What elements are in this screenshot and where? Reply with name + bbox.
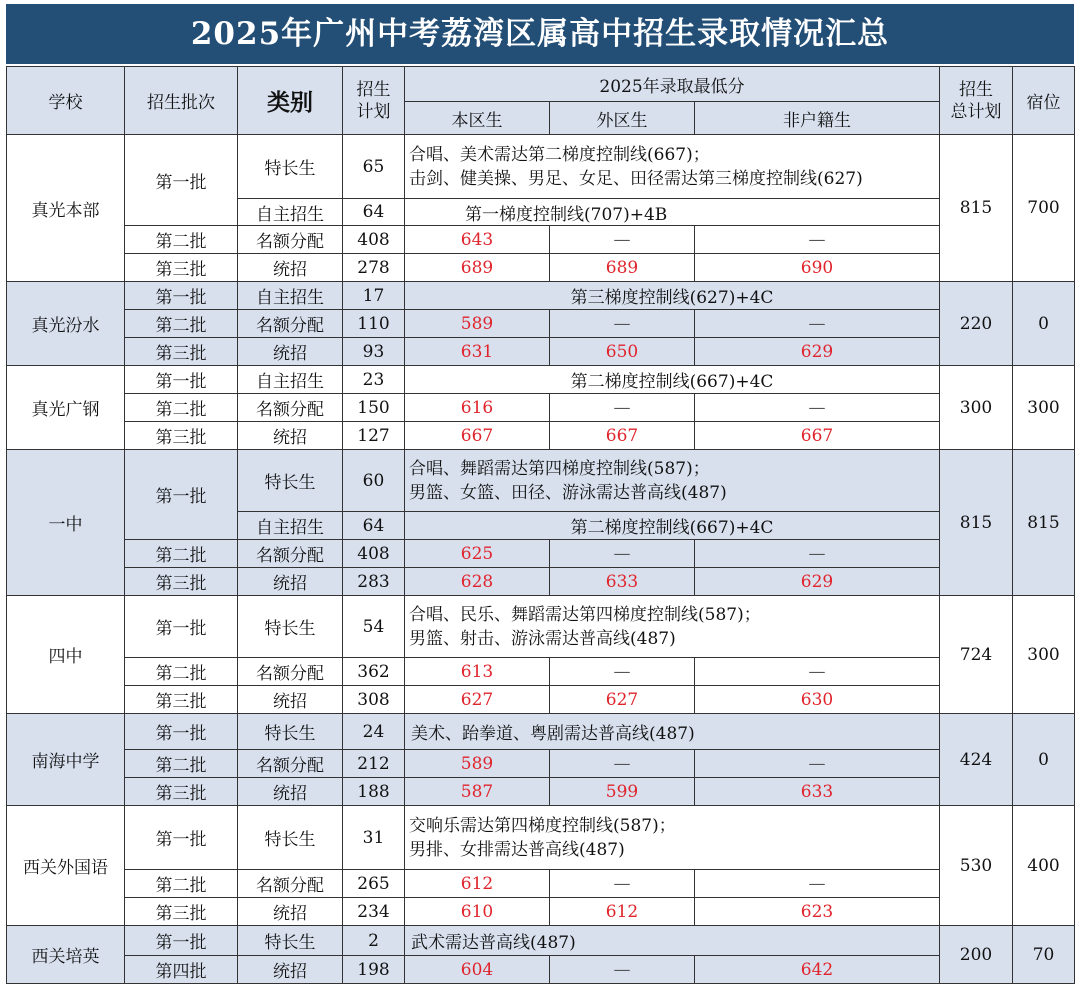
plan-cell: 54 (343, 596, 405, 658)
school-name: 西关培英 (7, 926, 125, 984)
batch-cell: 第一批 (125, 714, 238, 750)
plan-cell: 283 (343, 568, 405, 596)
plan-cell: 278 (343, 254, 405, 282)
plan-cell: 93 (343, 338, 405, 366)
header-category: 类别 (238, 67, 343, 135)
plan-cell: 188 (343, 778, 405, 806)
category-cell: 特长生 (238, 135, 343, 199)
batch-cell: 第三批 (125, 568, 238, 596)
plan-cell: 110 (343, 310, 405, 338)
category-cell: 统招 (238, 568, 343, 596)
plan-cell: 65 (343, 135, 405, 199)
header-local: 本区生 (405, 102, 550, 135)
non-hukou-score: 623 (695, 898, 940, 926)
local-score: 610 (405, 898, 550, 926)
category-cell: 统招 (238, 686, 343, 714)
local-score: 628 (405, 568, 550, 596)
plan-cell: 265 (343, 870, 405, 898)
plan-cell: 60 (343, 450, 405, 512)
non-hukou-score: 629 (695, 338, 940, 366)
plan-cell: 234 (343, 898, 405, 926)
plan-cell: 362 (343, 658, 405, 686)
admission-table (6, 66, 1075, 984)
batch-cell: 第二批 (125, 750, 238, 778)
header-other-district: 外区生 (550, 102, 695, 135)
plan-cell: 64 (343, 512, 405, 540)
category-cell: 特长生 (238, 450, 343, 512)
batch-cell: 第一批 (125, 366, 238, 394)
total-plan-cell: 300 (940, 366, 1013, 450)
requirement-note: 第三梯度控制线(627)+4C (405, 282, 940, 310)
non-hukou-score: — (695, 750, 940, 778)
plan-cell: 24 (343, 714, 405, 750)
plan-cell: 150 (343, 394, 405, 422)
category-cell: 名额分配 (238, 870, 343, 898)
total-plan-cell: 815 (940, 450, 1013, 596)
school-name: 真光广钢 (7, 366, 125, 450)
other-district-score: 612 (550, 898, 695, 926)
plan-cell: 17 (343, 282, 405, 310)
non-hukou-score: — (695, 658, 940, 686)
requirement-note: 武术需达普高线(487) (405, 926, 940, 956)
category-cell: 特长生 (238, 926, 343, 956)
plan-cell: 408 (343, 540, 405, 568)
batch-cell: 第四批 (125, 956, 238, 984)
plan-cell: 408 (343, 226, 405, 254)
local-score: 613 (405, 658, 550, 686)
category-cell: 自主招生 (238, 366, 343, 394)
local-score: 689 (405, 254, 550, 282)
batch-cell: 第二批 (125, 540, 238, 568)
requirement-note: 合唱、美术需达第二梯度控制线(667)； 击剑、健美操、男足、女足、田径需达第三梯度控制线(627) (405, 135, 940, 199)
non-hukou-score: 633 (695, 778, 940, 806)
header-total-plan: 招生 总计划 (940, 67, 1013, 135)
other-district-score: — (550, 540, 695, 568)
non-hukou-score: — (695, 540, 940, 568)
other-district-score: — (550, 750, 695, 778)
header-batch: 招生批次 (125, 67, 238, 135)
non-hukou-score: 629 (695, 568, 940, 596)
other-district-score: 633 (550, 568, 695, 596)
total-plan-cell: 724 (940, 596, 1013, 714)
local-score: 625 (405, 540, 550, 568)
batch-cell: 第一批 (125, 450, 238, 540)
other-district-score: — (550, 870, 695, 898)
non-hukou-score: — (695, 310, 940, 338)
category-cell: 统招 (238, 422, 343, 450)
other-district-score: 650 (550, 338, 695, 366)
category-cell: 统招 (238, 338, 343, 366)
dorm-cell: 400 (1013, 806, 1075, 926)
requirement-note: 交响乐需达第四梯度控制线(587)； 男排、女排需达普高线(487) (405, 806, 940, 870)
dorm-cell: 70 (1013, 926, 1075, 984)
category-cell: 特长生 (238, 596, 343, 658)
category-cell: 特长生 (238, 806, 343, 870)
school-name: 真光本部 (7, 135, 125, 282)
plan-cell: 308 (343, 686, 405, 714)
category-cell: 统招 (238, 778, 343, 806)
category-cell: 特长生 (238, 714, 343, 750)
batch-cell: 第二批 (125, 310, 238, 338)
dorm-cell: 700 (1013, 135, 1075, 282)
plan-cell: 198 (343, 956, 405, 984)
category-cell: 自主招生 (238, 199, 343, 226)
header-dorm: 宿位 (1013, 67, 1075, 135)
batch-cell: 第一批 (125, 806, 238, 870)
header-plan: 招生 计划 (343, 67, 405, 135)
non-hukou-score: 642 (695, 956, 940, 984)
plan-cell: 31 (343, 806, 405, 870)
local-score: 589 (405, 310, 550, 338)
total-plan-cell: 220 (940, 282, 1013, 366)
dorm-cell: 0 (1013, 282, 1075, 366)
requirement-note: 第一梯度控制线(707)+4B (405, 199, 940, 226)
local-score: 589 (405, 750, 550, 778)
other-district-score: — (550, 310, 695, 338)
plan-cell: 2 (343, 926, 405, 956)
batch-cell: 第三批 (125, 898, 238, 926)
batch-cell: 第三批 (125, 422, 238, 450)
local-score: 631 (405, 338, 550, 366)
total-plan-cell: 815 (940, 135, 1013, 282)
requirement-note: 合唱、民乐、舞蹈需达第四梯度控制线(587)； 男篮、射击、游泳需达普高线(487) (405, 596, 940, 658)
header-min-score: 2025年录取最低分 (405, 67, 940, 102)
batch-cell: 第二批 (125, 226, 238, 254)
batch-cell: 第二批 (125, 394, 238, 422)
local-score: 616 (405, 394, 550, 422)
category-cell: 名额分配 (238, 310, 343, 338)
local-score: 627 (405, 686, 550, 714)
non-hukou-score: — (695, 870, 940, 898)
non-hukou-score: — (695, 394, 940, 422)
local-score: 643 (405, 226, 550, 254)
page-title: 2025年广州中考荔湾区属高中招生录取情况汇总 (6, 4, 1074, 64)
header-non-hukou: 非户籍生 (695, 102, 940, 135)
batch-cell: 第三批 (125, 338, 238, 366)
total-plan-cell: 424 (940, 714, 1013, 806)
other-district-score: 627 (550, 686, 695, 714)
category-cell: 名额分配 (238, 658, 343, 686)
non-hukou-score: 690 (695, 254, 940, 282)
school-name: 真光汾水 (7, 282, 125, 366)
header-school: 学校 (7, 67, 125, 135)
requirement-note: 第二梯度控制线(667)+4C (405, 366, 940, 394)
plan-cell: 64 (343, 199, 405, 226)
local-score: 587 (405, 778, 550, 806)
category-cell: 名额分配 (238, 226, 343, 254)
batch-cell: 第一批 (125, 596, 238, 658)
other-district-score: — (550, 394, 695, 422)
plan-cell: 127 (343, 422, 405, 450)
other-district-score: — (550, 226, 695, 254)
local-score: 604 (405, 956, 550, 984)
non-hukou-score: 630 (695, 686, 940, 714)
batch-cell: 第三批 (125, 686, 238, 714)
requirement-note: 美术、跆拳道、粤剧需达普高线(487) (405, 714, 940, 750)
plan-cell: 212 (343, 750, 405, 778)
requirement-note: 第二梯度控制线(667)+4C (405, 512, 940, 540)
category-cell: 统招 (238, 254, 343, 282)
category-cell: 统招 (238, 956, 343, 984)
school-name: 一中 (7, 450, 125, 596)
category-cell: 统招 (238, 898, 343, 926)
plan-cell: 23 (343, 366, 405, 394)
batch-cell: 第一批 (125, 282, 238, 310)
local-score: 612 (405, 870, 550, 898)
batch-cell: 第二批 (125, 658, 238, 686)
other-district-score: 599 (550, 778, 695, 806)
batch-cell: 第三批 (125, 254, 238, 282)
total-plan-cell: 530 (940, 806, 1013, 926)
category-cell: 名额分配 (238, 394, 343, 422)
other-district-score: 689 (550, 254, 695, 282)
dorm-cell: 815 (1013, 450, 1075, 596)
category-cell: 名额分配 (238, 750, 343, 778)
category-cell: 名额分配 (238, 540, 343, 568)
non-hukou-score: 667 (695, 422, 940, 450)
batch-cell: 第一批 (125, 926, 238, 956)
category-cell: 自主招生 (238, 282, 343, 310)
dorm-cell: 300 (1013, 596, 1075, 714)
category-cell: 自主招生 (238, 512, 343, 540)
school-name: 西关外国语 (7, 806, 125, 926)
other-district-score: 667 (550, 422, 695, 450)
dorm-cell: 300 (1013, 366, 1075, 450)
local-score: 667 (405, 422, 550, 450)
non-hukou-score: — (695, 226, 940, 254)
requirement-note: 合唱、舞蹈需达第四梯度控制线(587)； 男篮、女篮、田径、游泳需达普高线(487) (405, 450, 940, 512)
school-name: 四中 (7, 596, 125, 714)
batch-cell: 第一批 (125, 135, 238, 226)
dorm-cell: 0 (1013, 714, 1075, 806)
school-name: 南海中学 (7, 714, 125, 806)
batch-cell: 第三批 (125, 778, 238, 806)
other-district-score: — (550, 956, 695, 984)
batch-cell: 第二批 (125, 870, 238, 898)
other-district-score: — (550, 658, 695, 686)
total-plan-cell: 200 (940, 926, 1013, 984)
